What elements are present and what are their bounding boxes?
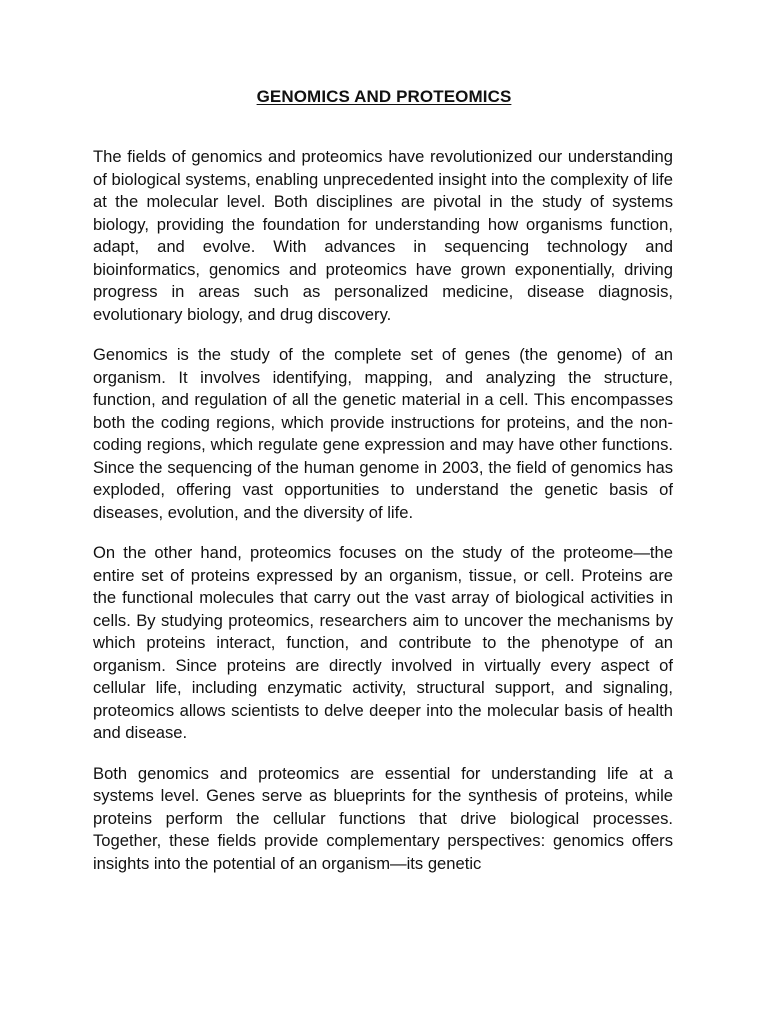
document-title: GENOMICS AND PROTEOMICS	[256, 87, 512, 106]
document-body	[93, 146, 673, 875]
paragraph-genomics: Genomics is the study of the complete set of genes (the genome) of an organism. It involves identifying, mapping, and analyzing the structure, function, and regulation of all the genetic material in a cell. This encompasses both the coding regions, which provide instructions for proteins, and the non-coding regions, which regulate gene expression and may have other functions. Since the sequencing of the human genome in 2003, the field of genomics has exploded, offering vast opportunities to understand the genetic basis of diseases, evolution, and the diversity of life.	[93, 345, 673, 522]
paragraph-intro: The fields of genomics and proteomics have revolutionized our understanding of biological systems, enabling unprecedented insight into the complexity of life at the molecular level. Both disciplines are pivotal in the study of systems biology, providing the foundation for understanding how organisms function, adapt, and evolve. With advances in sequencing technology and bioinformatics, genomics and proteomics have grown exponentially, driving progress in areas such as personalized medicine, disease diagnosis, evolutionary biology, and drug discovery.	[93, 147, 673, 324]
paragraph-proteomics: On the other hand, proteomics focuses on the study of the proteome—the entire set of proteins expressed by an organism, tissue, or cell. Proteins are the functional molecules that carry out the vast array of biological activities in cells. By studying proteomics, researchers aim to uncover the mechanisms by which proteins interact, function, and contribute to the phenotype of an organism. Since proteins are directly involved in virtually every aspect of cellular life, including enzymatic activity, structural support, and signaling, proteomics allows scientists to delve deeper into the molecular basis of health and disease.	[93, 543, 673, 742]
paragraph-systems-level: Both genomics and proteomics are essential for understanding life at a systems level. Genes serve as blueprints for the synthesis of proteins, while proteins perform the cellular functions that drive biological processes. Together, these fields provide complementary perspectives: genomics offers insights into the potential of an organism—its genetic	[93, 763, 673, 873]
